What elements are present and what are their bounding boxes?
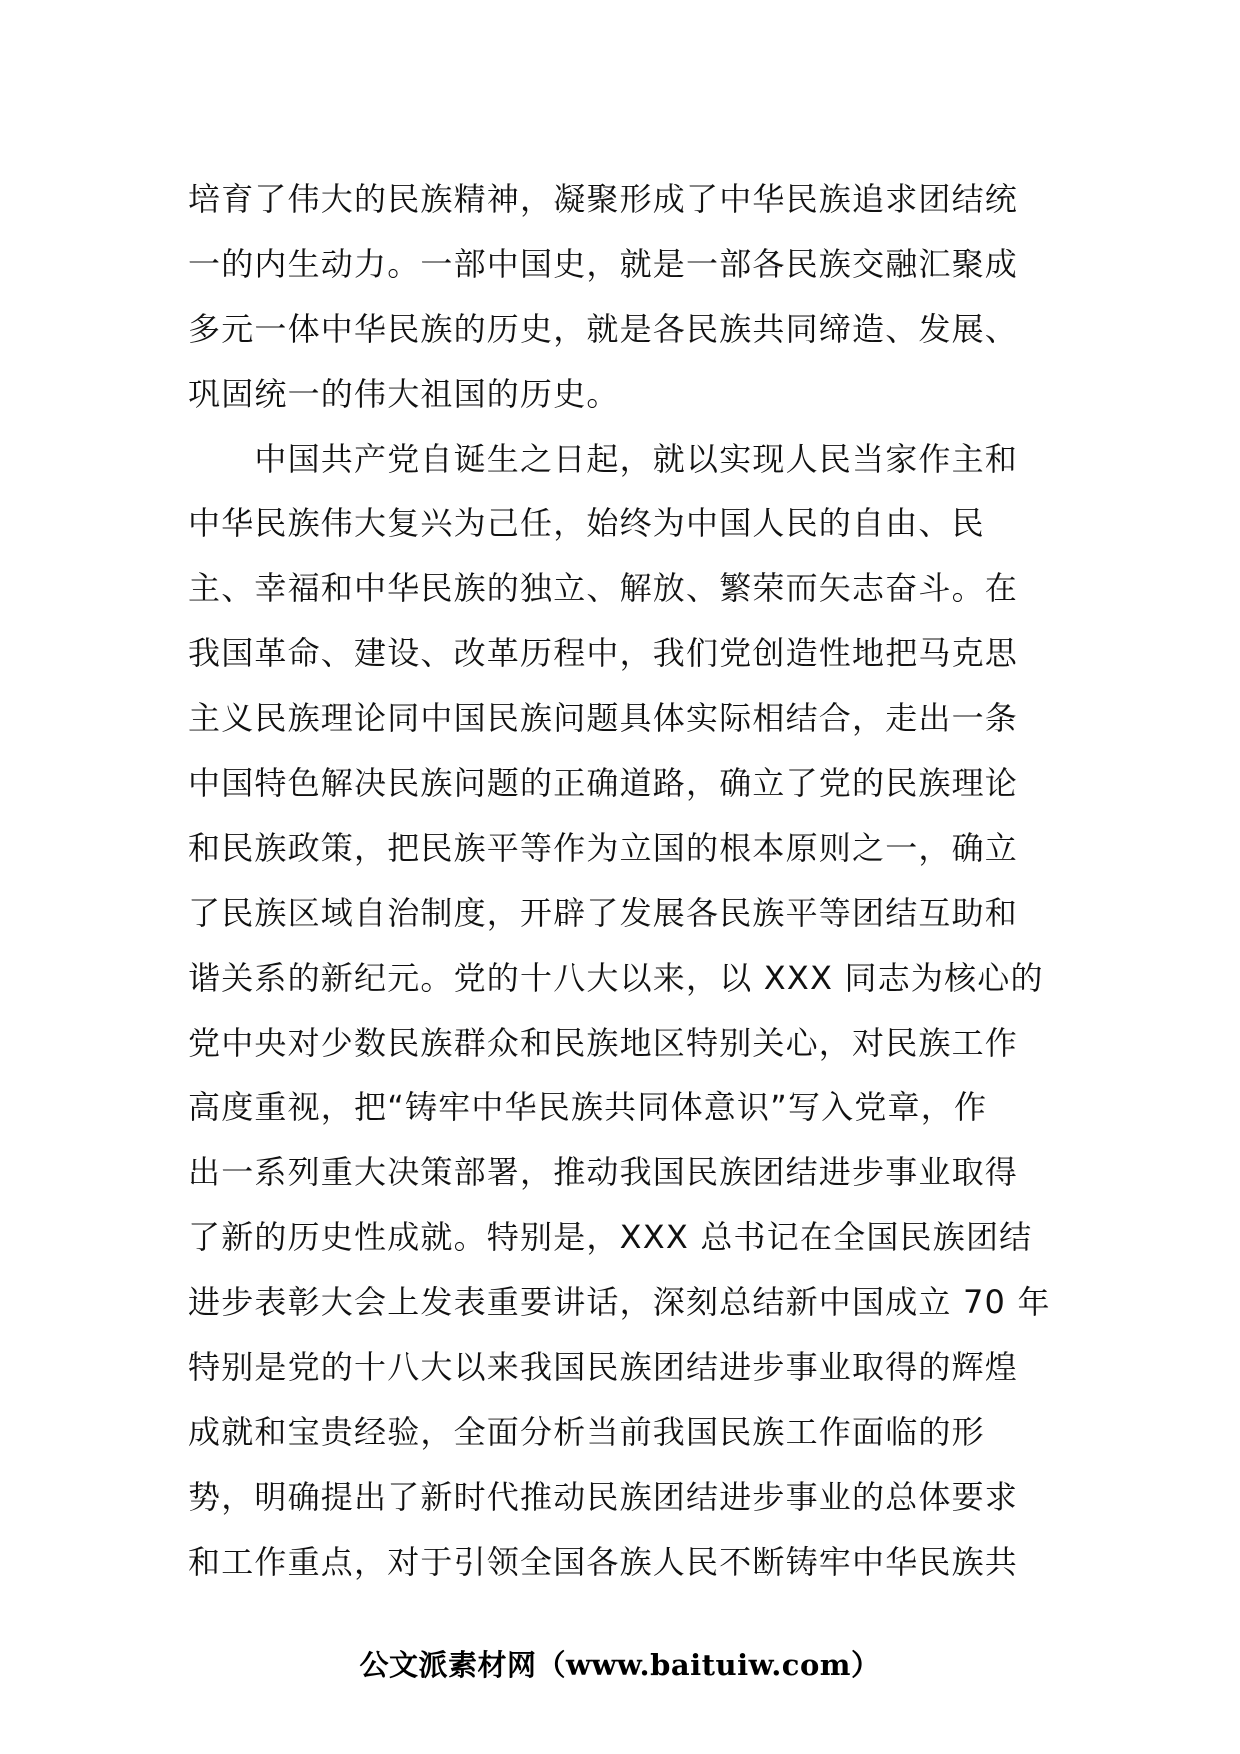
text-line: 和工作重点，对于引领全国各族人民不断铸牢中华民族共 (188, 1542, 1019, 1581)
text-line: 特别是党的十八大以来我国民族团结进步事业取得的辉煌 (188, 1348, 1019, 1387)
text-line: 党中央对少数民族群众和民族地区特别关心，对民族工作 (188, 1023, 1019, 1062)
page-footer: 公文派素材网（www.baituiw.com） (359, 1648, 881, 1682)
text-line: 谐关系的新纪元。党的十八大以来，以 XXX 同志为核心的 (188, 958, 1044, 997)
text-line: 多元一体中华民族的历史，就是各民族共同缔造、发展、 (188, 309, 1019, 348)
text-line: 了新的历史性成就。特别是，XXX 总书记在全国民族团结 (188, 1218, 1033, 1257)
text-line: 进步表彰大会上发表重要讲话，深刻总结新中国成立 70 年 (188, 1283, 1051, 1322)
text-line: 一的内生动力。一部中国史，就是一部各民族交融汇聚成 (188, 244, 1019, 283)
text-line: 中华民族伟大复兴为己任，始终为中国人民的自由、民 (188, 504, 985, 543)
text-line: 成就和宝贵经验，全面分析当前我国民族工作面临的形 (188, 1412, 985, 1451)
text-line: 主义民族理论同中国民族问题具体实际相结合，走出一条 (188, 699, 1019, 738)
text-line: 出一系列重大决策部署，推动我国民族团结进步事业取得 (188, 1153, 1019, 1192)
text-line: 主、幸福和中华民族的独立、解放、繁荣而矢志奋斗。在 (188, 569, 1019, 608)
text-line: 高度重视，把“铸牢中华民族共同体意识”写入党章，作 (188, 1088, 988, 1127)
text-line: 中国特色解决民族问题的正确道路，确立了党的民族理论 (188, 764, 1019, 803)
body-text (188, 167, 1058, 1595)
text-line: 势，明确提出了新时代推动民族团结进步事业的总体要求 (188, 1477, 1019, 1516)
text-line: 和民族政策，把民族平等作为立国的根本原则之一，确立 (188, 828, 1019, 867)
text-line: 了民族区域自治制度，开辟了发展各民族平等团结互助和 (188, 893, 1019, 932)
text-line: 中国共产党自诞生之日起，就以实现人民当家作主和 (188, 439, 1019, 478)
text-line: 巩固统一的伟大祖国的历史。 (188, 374, 620, 413)
text-line: 我国革命、建设、改革历程中，我们党创造性地把马克思 (188, 634, 1019, 673)
text-line: 培育了伟大的民族精神，凝聚形成了中华民族追求团结统 (188, 180, 1019, 218)
